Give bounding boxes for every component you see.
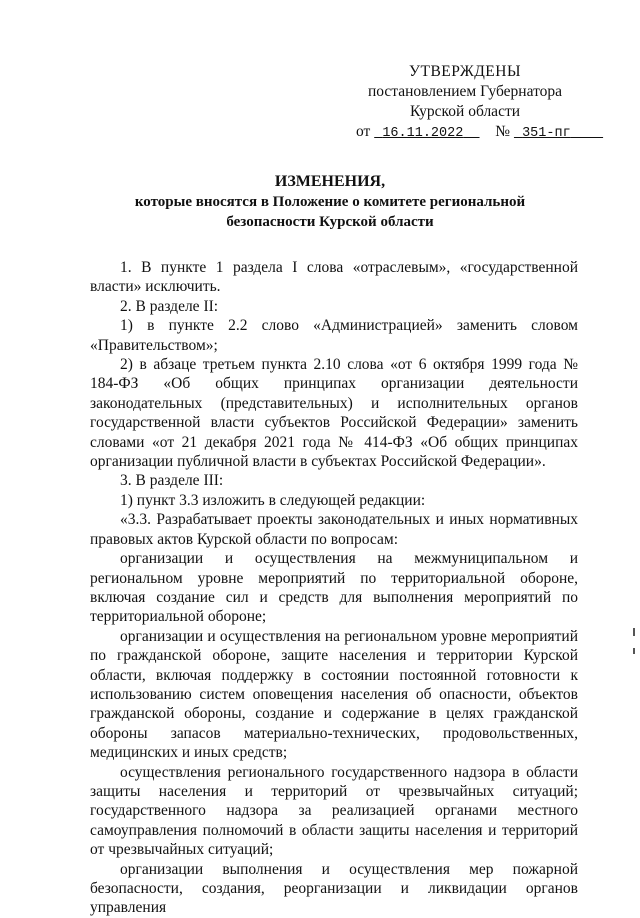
- paragraph: 1. В пункте 1 раздела I слова «отраслевым», «государственной власти» исключить.: [90, 259, 578, 296]
- paragraph: организации и осуществления на межмуниципальном и региональном уровне мероприятий по территориальной обороне, включая создание сил и средств для выполнения мероприятий по территориальной обороне;: [90, 550, 578, 626]
- paragraph: организации и осуществления на региональном уровне мероприятий по гражданской обороне, защите населения и территории Курской области, включая поддержку в состоянии постоянной готовности к использованию систем оповещения населения об опасности, объектов гражданской обороны, создание и содержание в целях гражданской обороны запасов материально-технических, продовольственных, медицинских и иных средств;: [90, 627, 578, 762]
- heading-title: ИЗМЕНЕНИЯ,: [274, 173, 386, 190]
- approval-number-label: №: [495, 123, 511, 140]
- scan-mark: [633, 648, 635, 654]
- paragraph: организации выполнения и осуществления мер пожарной безопасности, создания, реорганизации и ликвидации органов управления: [90, 860, 578, 917]
- heading-line-1: которые вносятся в Положение о комитете региональной: [134, 194, 526, 210]
- approval-title: УТВЕРЖДЕНЫ: [409, 63, 521, 80]
- approval-stamp: [350, 62, 580, 144]
- paragraph: 2. В разделе II:: [120, 297, 219, 315]
- approval-date: 16.11.2022: [382, 126, 464, 141]
- scan-mark: [633, 628, 635, 636]
- approval-number: 351-пг: [522, 126, 571, 141]
- paragraph: 1) пункт 3.3 изложить в следующей редакции:: [120, 491, 426, 509]
- paragraph: 3. В разделе III:: [120, 472, 224, 490]
- heading-line-2: безопасности Курской области: [226, 214, 434, 230]
- paragraph: 2) в абзаце третьем пункта 2.10 слова «от 6 октября 1999 года № 184-ФЗ «Об общих принципах организации деятельности законодательных (представительных) и исполнительных органов государственной власти субъектов Российской Федерации» заменить словами «от 21 декабря 2021 года № 414-ФЗ «Об общих принципах организации публичной власти в субъектах Российской Федерации».: [90, 356, 578, 471]
- approval-reference: [350, 122, 580, 144]
- paragraph: 1) в пункте 2.2 слово «Администрацией» заменить словом «Правительством»;: [90, 317, 578, 354]
- paragraph: «3.3. Разрабатывает проекты законодательных и иных нормативных правовых актов Курской области по вопросам:: [90, 511, 578, 548]
- paragraph: осуществления регионального государственного надзора в области защиты населения и территорий от чрезвычайных ситуаций; государственного надзора за реализацией органами местного самоуправления полномочий в области защиты населения и территорий от чрезвычайных ситуаций;: [90, 763, 578, 859]
- approval-line-2: Курской области: [409, 103, 521, 120]
- approval-line-1: постановлением Губернатора: [367, 83, 563, 100]
- approval-from-label: от: [356, 123, 371, 140]
- document-body: [90, 258, 578, 918]
- document-heading: [100, 172, 560, 232]
